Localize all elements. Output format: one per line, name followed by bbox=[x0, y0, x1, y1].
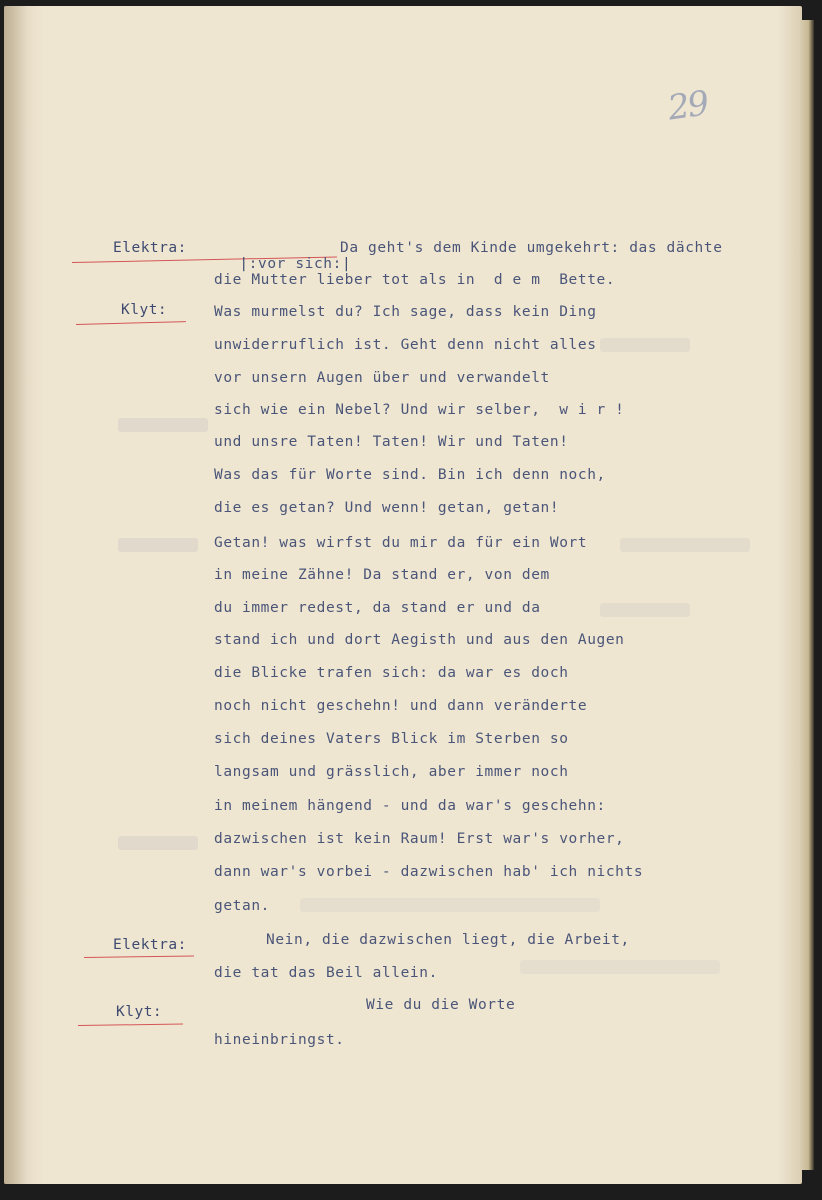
text-line: getan. bbox=[214, 898, 270, 914]
text-line: die Mutter lieber tot als in d e m Bette. bbox=[214, 272, 616, 288]
bleed-through-mark bbox=[118, 538, 198, 552]
text-line: Wie du die Worte bbox=[366, 997, 516, 1013]
bleed-through-mark bbox=[600, 603, 690, 617]
speaker-label: Klyt: bbox=[116, 1004, 163, 1020]
text-line: langsam und grässlich, aber immer noch bbox=[214, 764, 569, 780]
text-line: dann war's vorbei - dazwischen hab' ich nichts bbox=[214, 864, 644, 880]
text-line: in meine Zähne! Da stand er, von dem bbox=[214, 567, 550, 583]
text-line: Da geht's dem Kinde umgekehrt: das dächte bbox=[340, 240, 723, 256]
text-line: Was das für Worte sind. Bin ich denn noch, bbox=[214, 467, 606, 483]
text-line: die es getan? Und wenn! getan, getan! bbox=[214, 500, 560, 516]
text-line: vor unsern Augen über und verwandelt bbox=[214, 370, 550, 386]
text-line: unwiderruflich ist. Geht denn nicht alles bbox=[214, 337, 597, 353]
text-line: Nein, die dazwischen liegt, die Arbeit, bbox=[266, 932, 630, 948]
text-line: Getan! was wirfst du mir da für ein Wort bbox=[214, 535, 588, 551]
bleed-through-mark bbox=[118, 418, 208, 432]
bleed-through-mark bbox=[620, 538, 750, 552]
bleed-through-mark bbox=[300, 898, 600, 912]
text-line: stand ich und dort Aegisth und aus den Augen bbox=[214, 632, 625, 648]
speaker-label: Elektra: bbox=[113, 937, 187, 953]
text-line: hineinbringst. bbox=[214, 1032, 345, 1048]
text-line: du immer redest, da stand er und da bbox=[214, 600, 541, 616]
text-line: und unsre Taten! Taten! Wir und Taten! bbox=[214, 434, 569, 450]
text-line: dazwischen ist kein Raum! Erst war's vorher, bbox=[214, 831, 625, 847]
page-number: 29 bbox=[665, 83, 710, 129]
text-line: Was murmelst du? Ich sage, dass kein Ding bbox=[214, 304, 597, 320]
text-line: in meinem hängend - und da war's geschehn: bbox=[214, 798, 606, 814]
page-edge bbox=[800, 20, 814, 1170]
text-line: sich deines Vaters Blick im Sterben so bbox=[214, 731, 569, 747]
stage-direction: |:vor sich:| bbox=[239, 256, 352, 272]
text-line: sich wie ein Nebel? Und wir selber, w i r ! bbox=[214, 402, 625, 418]
bleed-through-mark bbox=[600, 338, 690, 352]
binding-shadow bbox=[4, 6, 28, 1184]
text-line: noch nicht geschehn! und dann veränderte bbox=[214, 698, 588, 714]
speaker-label: Elektra: bbox=[113, 240, 187, 256]
bleed-through-mark bbox=[520, 960, 720, 974]
text-line: die Blicke trafen sich: da war es doch bbox=[214, 665, 569, 681]
text-line: die tat das Beil allein. bbox=[214, 965, 438, 981]
bleed-through-mark bbox=[118, 836, 198, 850]
speaker-label: Klyt: bbox=[121, 302, 168, 318]
